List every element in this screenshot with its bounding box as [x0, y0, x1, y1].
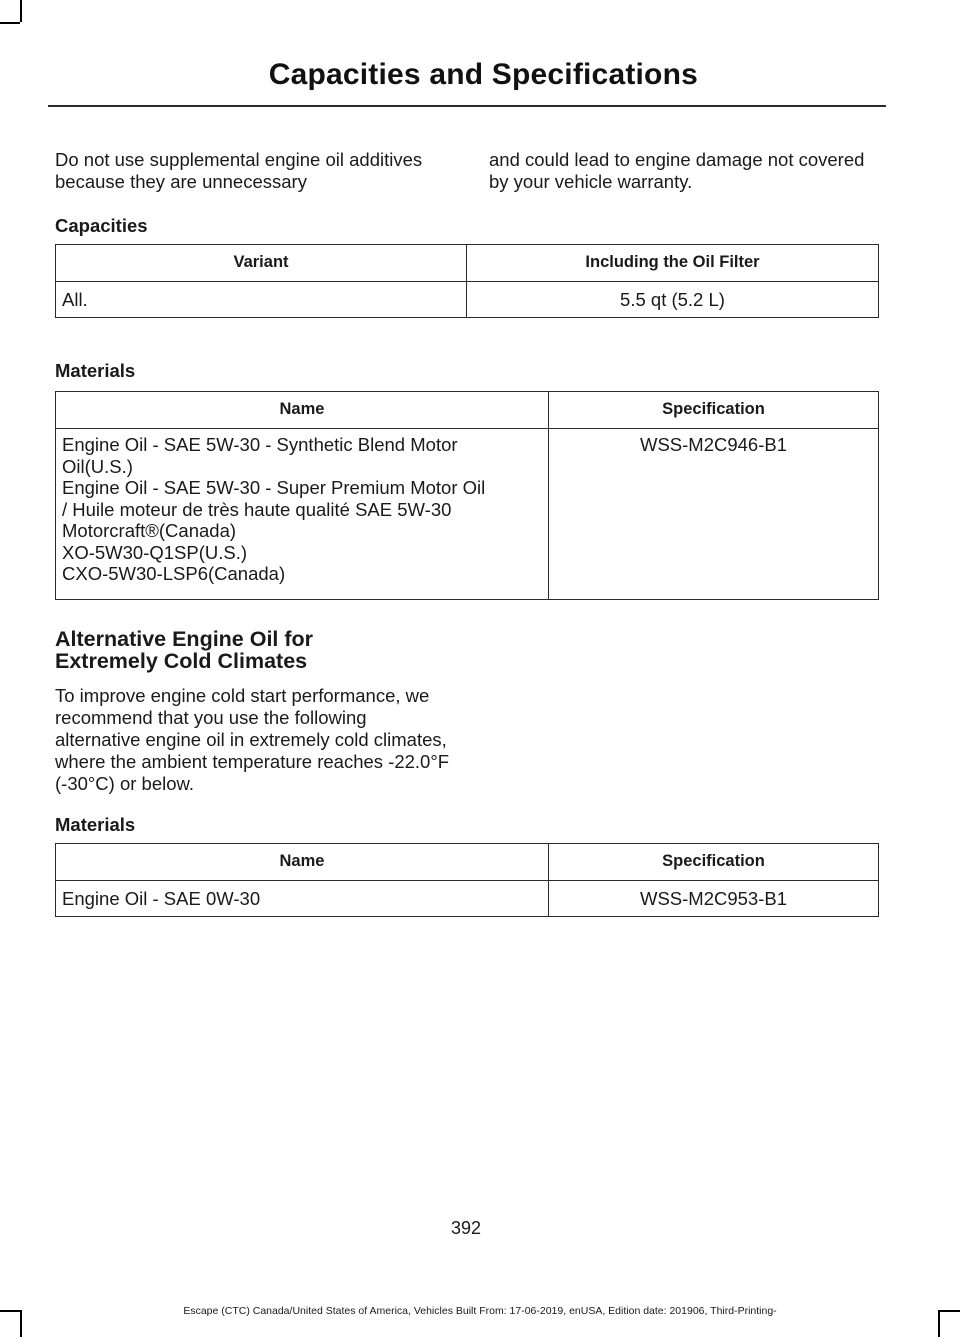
- column-header-oil-filter: Including the Oil Filter: [467, 245, 879, 282]
- name-line: Engine Oil - SAE 5W-30 - Super Premium Motor Oil: [62, 477, 486, 498]
- column-header-specification: Specification: [549, 844, 879, 881]
- table-row: [56, 282, 879, 318]
- name-cell: [56, 429, 549, 600]
- materials-label: Materials: [55, 814, 136, 835]
- intro-column-1: Do not use supplemental engine oil additives because they are unnecessary: [55, 149, 423, 192]
- intro-paragraph: [55, 149, 877, 193]
- section-heading: [55, 628, 313, 672]
- materials-table: [55, 391, 879, 600]
- column-header-name: Name: [56, 844, 549, 881]
- name-line: CXO-5W30-LSP6(Canada): [62, 563, 286, 584]
- table-row: [56, 881, 879, 917]
- column-header-variant: Variant: [56, 245, 467, 282]
- column-header-name: Name: [56, 392, 549, 429]
- variant-cell: All.: [56, 282, 467, 318]
- intro-column-2: and could lead to engine damage not covered by your vehicle warranty.: [489, 149, 865, 192]
- column-header-specification: Specification: [549, 392, 879, 429]
- title-divider: [48, 105, 886, 107]
- capacity-cell: 5.5 qt (5.2 L): [467, 282, 879, 318]
- heading-line: Extremely Cold Climates: [55, 649, 308, 673]
- page-title: Capacities and Specifications: [268, 58, 698, 91]
- table-header-row: [56, 245, 879, 282]
- specification-cell: WSS-M2C946-B1: [549, 429, 879, 600]
- cold-climate-paragraph: To improve engine cold start performance, we recommend that you use the following alternative engine oil in extremely cold climates, where the ambient temperature reaches -22.0°F (-30°C) or below.: [55, 685, 450, 794]
- specification-cell: WSS-M2C953-B1: [549, 881, 879, 917]
- name-line: / Huile moteur de très haute qualité SAE 5W-30: [62, 498, 452, 520]
- heading-line: Alternative Engine Oil for: [55, 627, 314, 651]
- footer-text: Escape (CTC) Canada/United States of America, Vehicles Built From: 17-06-2019, enUSA, Edition date: 201906, Third-Printing-: [183, 1305, 777, 1317]
- materials-label: Materials: [55, 360, 136, 381]
- name-line: Oil(U.S.): [62, 455, 133, 477]
- name-line: Engine Oil - SAE 5W-30 - Synthetic Blend Motor: [62, 434, 458, 455]
- page-number: 392: [450, 1218, 482, 1238]
- cold-materials-table: [55, 843, 879, 917]
- table-row: [56, 429, 879, 600]
- name-cell: Engine Oil - SAE 0W-30: [56, 881, 549, 917]
- table-header-row: [56, 392, 879, 429]
- crop-mark-top-left-vertical: [20, 0, 22, 22]
- capacities-label: Capacities: [55, 215, 148, 236]
- name-line: XO-5W30-Q1SP(U.S.): [62, 541, 248, 563]
- crop-mark-top-left-horizontal: [0, 22, 20, 24]
- name-line: Motorcraft®(Canada): [62, 520, 237, 541]
- capacities-table: [55, 244, 879, 318]
- table-header-row: [56, 844, 879, 881]
